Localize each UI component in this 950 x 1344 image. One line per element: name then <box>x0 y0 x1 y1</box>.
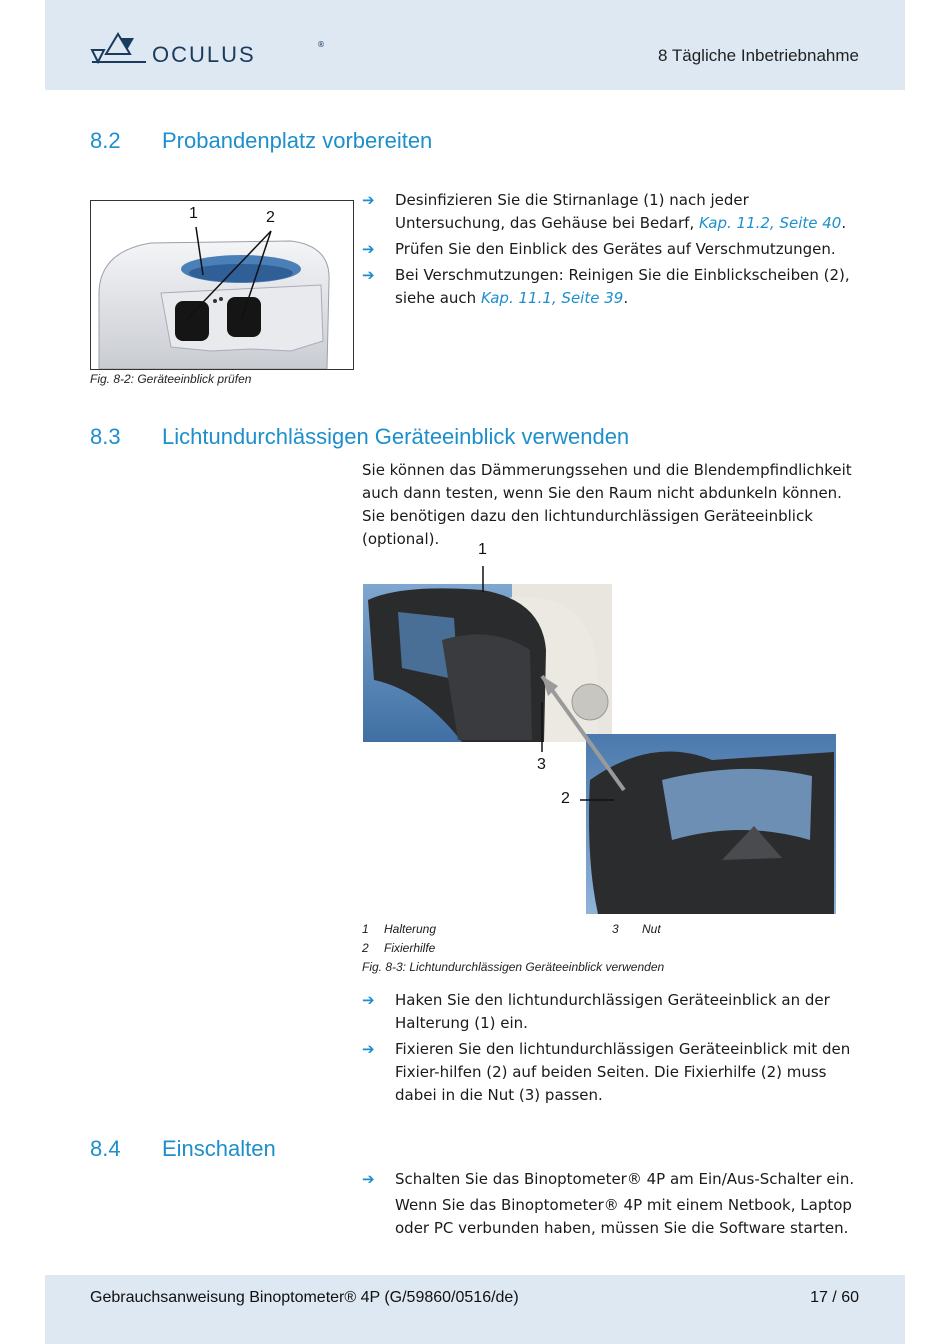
figure-callout-1: 1 <box>478 541 487 558</box>
figure-8-3 <box>362 540 842 920</box>
section-8-3-intro: Sie können das Dämmerungssehen und die Blendempfindlichkeit auch dann testen, wenn Sie den Raum nicht abdunkeln können. Sie benötigen dazu den lichtundurchlässigen Geräteeinblick (optional). <box>362 461 852 548</box>
note-text: Wenn Sie das Binoptometer® 4P mit einem Netbook, Laptop oder PC verbunden haben, müssen Sie die Software starten. <box>395 1196 852 1237</box>
section-8-4-steps <box>362 1168 862 1243</box>
arrow-right-icon: ➔ <box>362 266 375 284</box>
section-8-3-steps <box>362 989 862 1110</box>
section-title: Probandenplatz vorbereiten <box>162 128 433 153</box>
figure-legend-item: 2 Fixierhilfe <box>362 941 436 955</box>
figure-caption-8-2: Fig. 8-2: Geräteeinblick prüfen <box>90 372 252 386</box>
arrow-right-icon: ➔ <box>362 240 375 258</box>
cross-reference-link[interactable]: Kap. 11.2, Seite 40 <box>698 214 842 232</box>
step-text: Fixieren Sie den lichtundurchlässigen Geräteeinblick mit den Fixier-hilfen (2) auf beiden Seiten. Die Fixierhilfe (2) muss dabei in die Nut (3) passen. <box>395 1040 851 1104</box>
figure-legend-item: 3 Nut <box>612 922 661 936</box>
section-title: Lichtundurchlässigen Geräteeinblick verwenden <box>162 424 630 449</box>
list-item <box>362 1168 862 1191</box>
step-result-note <box>362 1194 862 1240</box>
page-header <box>45 0 905 90</box>
figure-8-2 <box>90 200 354 370</box>
step-text: Bei Verschmutzungen: Reinigen Sie die Einblickscheiben (2), siehe auch <box>395 266 850 307</box>
figure-legend-item: 1 Halterung <box>362 922 437 936</box>
arrow-right-icon: ➔ <box>362 1170 375 1188</box>
step-text: Schalten Sie das Binoptometer® 4P am Ein/Aus-Schalter ein. <box>395 1170 855 1188</box>
section-heading-8-4 <box>90 1136 276 1162</box>
figure-caption-8-3: Fig. 8-3: Lichtundurchlässigen Geräteeinblick verwenden <box>362 960 665 974</box>
section-8-2-steps <box>362 189 862 313</box>
step-text-end: . <box>841 214 847 232</box>
arrow-right-icon: ➔ <box>362 991 375 1009</box>
list-item <box>362 238 862 261</box>
list-item <box>362 1038 862 1107</box>
page-footer <box>45 1275 905 1344</box>
chapter-title: 8 Tägliche Inbetriebnahme <box>658 46 859 65</box>
brand-name: OCULUS <box>152 42 256 67</box>
arrow-right-icon: ➔ <box>362 191 375 209</box>
cross-reference-link[interactable]: Kap. 11.1, Seite 39 <box>480 289 624 307</box>
page-number: 17 / 60 <box>810 1289 859 1306</box>
step-text: Prüfen Sie den Einblick des Gerätes auf Verschmutzungen. <box>395 240 836 258</box>
list-item <box>362 989 862 1035</box>
arrow-right-icon: ➔ <box>362 1040 375 1058</box>
figure-callout-2: 2 <box>266 209 275 226</box>
oculus-logo-icon <box>90 28 150 68</box>
figure-callout-1: 1 <box>189 205 198 222</box>
section-title: Einschalten <box>162 1136 276 1161</box>
list-item <box>362 264 862 310</box>
figure-callout-2: 2 <box>561 790 570 807</box>
device-eyepiece-illustration <box>91 201 353 369</box>
section-heading-8-2 <box>90 128 432 154</box>
figure-callout-3: 3 <box>537 756 546 773</box>
section-number: 8.2 <box>90 128 121 153</box>
step-text-end: . <box>623 289 629 307</box>
list-item <box>362 189 862 235</box>
step-text: Haken Sie den lichtundurchlässigen Geräteeinblick an der Halterung (1) ein. <box>395 991 830 1032</box>
section-heading-8-3 <box>90 424 629 450</box>
document-title: Gebrauchsanweisung Binoptometer® 4P (G/59860/0516/de) <box>90 1289 519 1306</box>
step-text: Desinfizieren Sie die Stirnanlage (1) nach jeder Untersuchung, das Gehäuse bei Bedarf, <box>395 191 749 232</box>
section-number: 8.3 <box>90 424 121 449</box>
brand-registered-mark: ® <box>317 40 325 49</box>
section-number: 8.4 <box>90 1136 121 1161</box>
